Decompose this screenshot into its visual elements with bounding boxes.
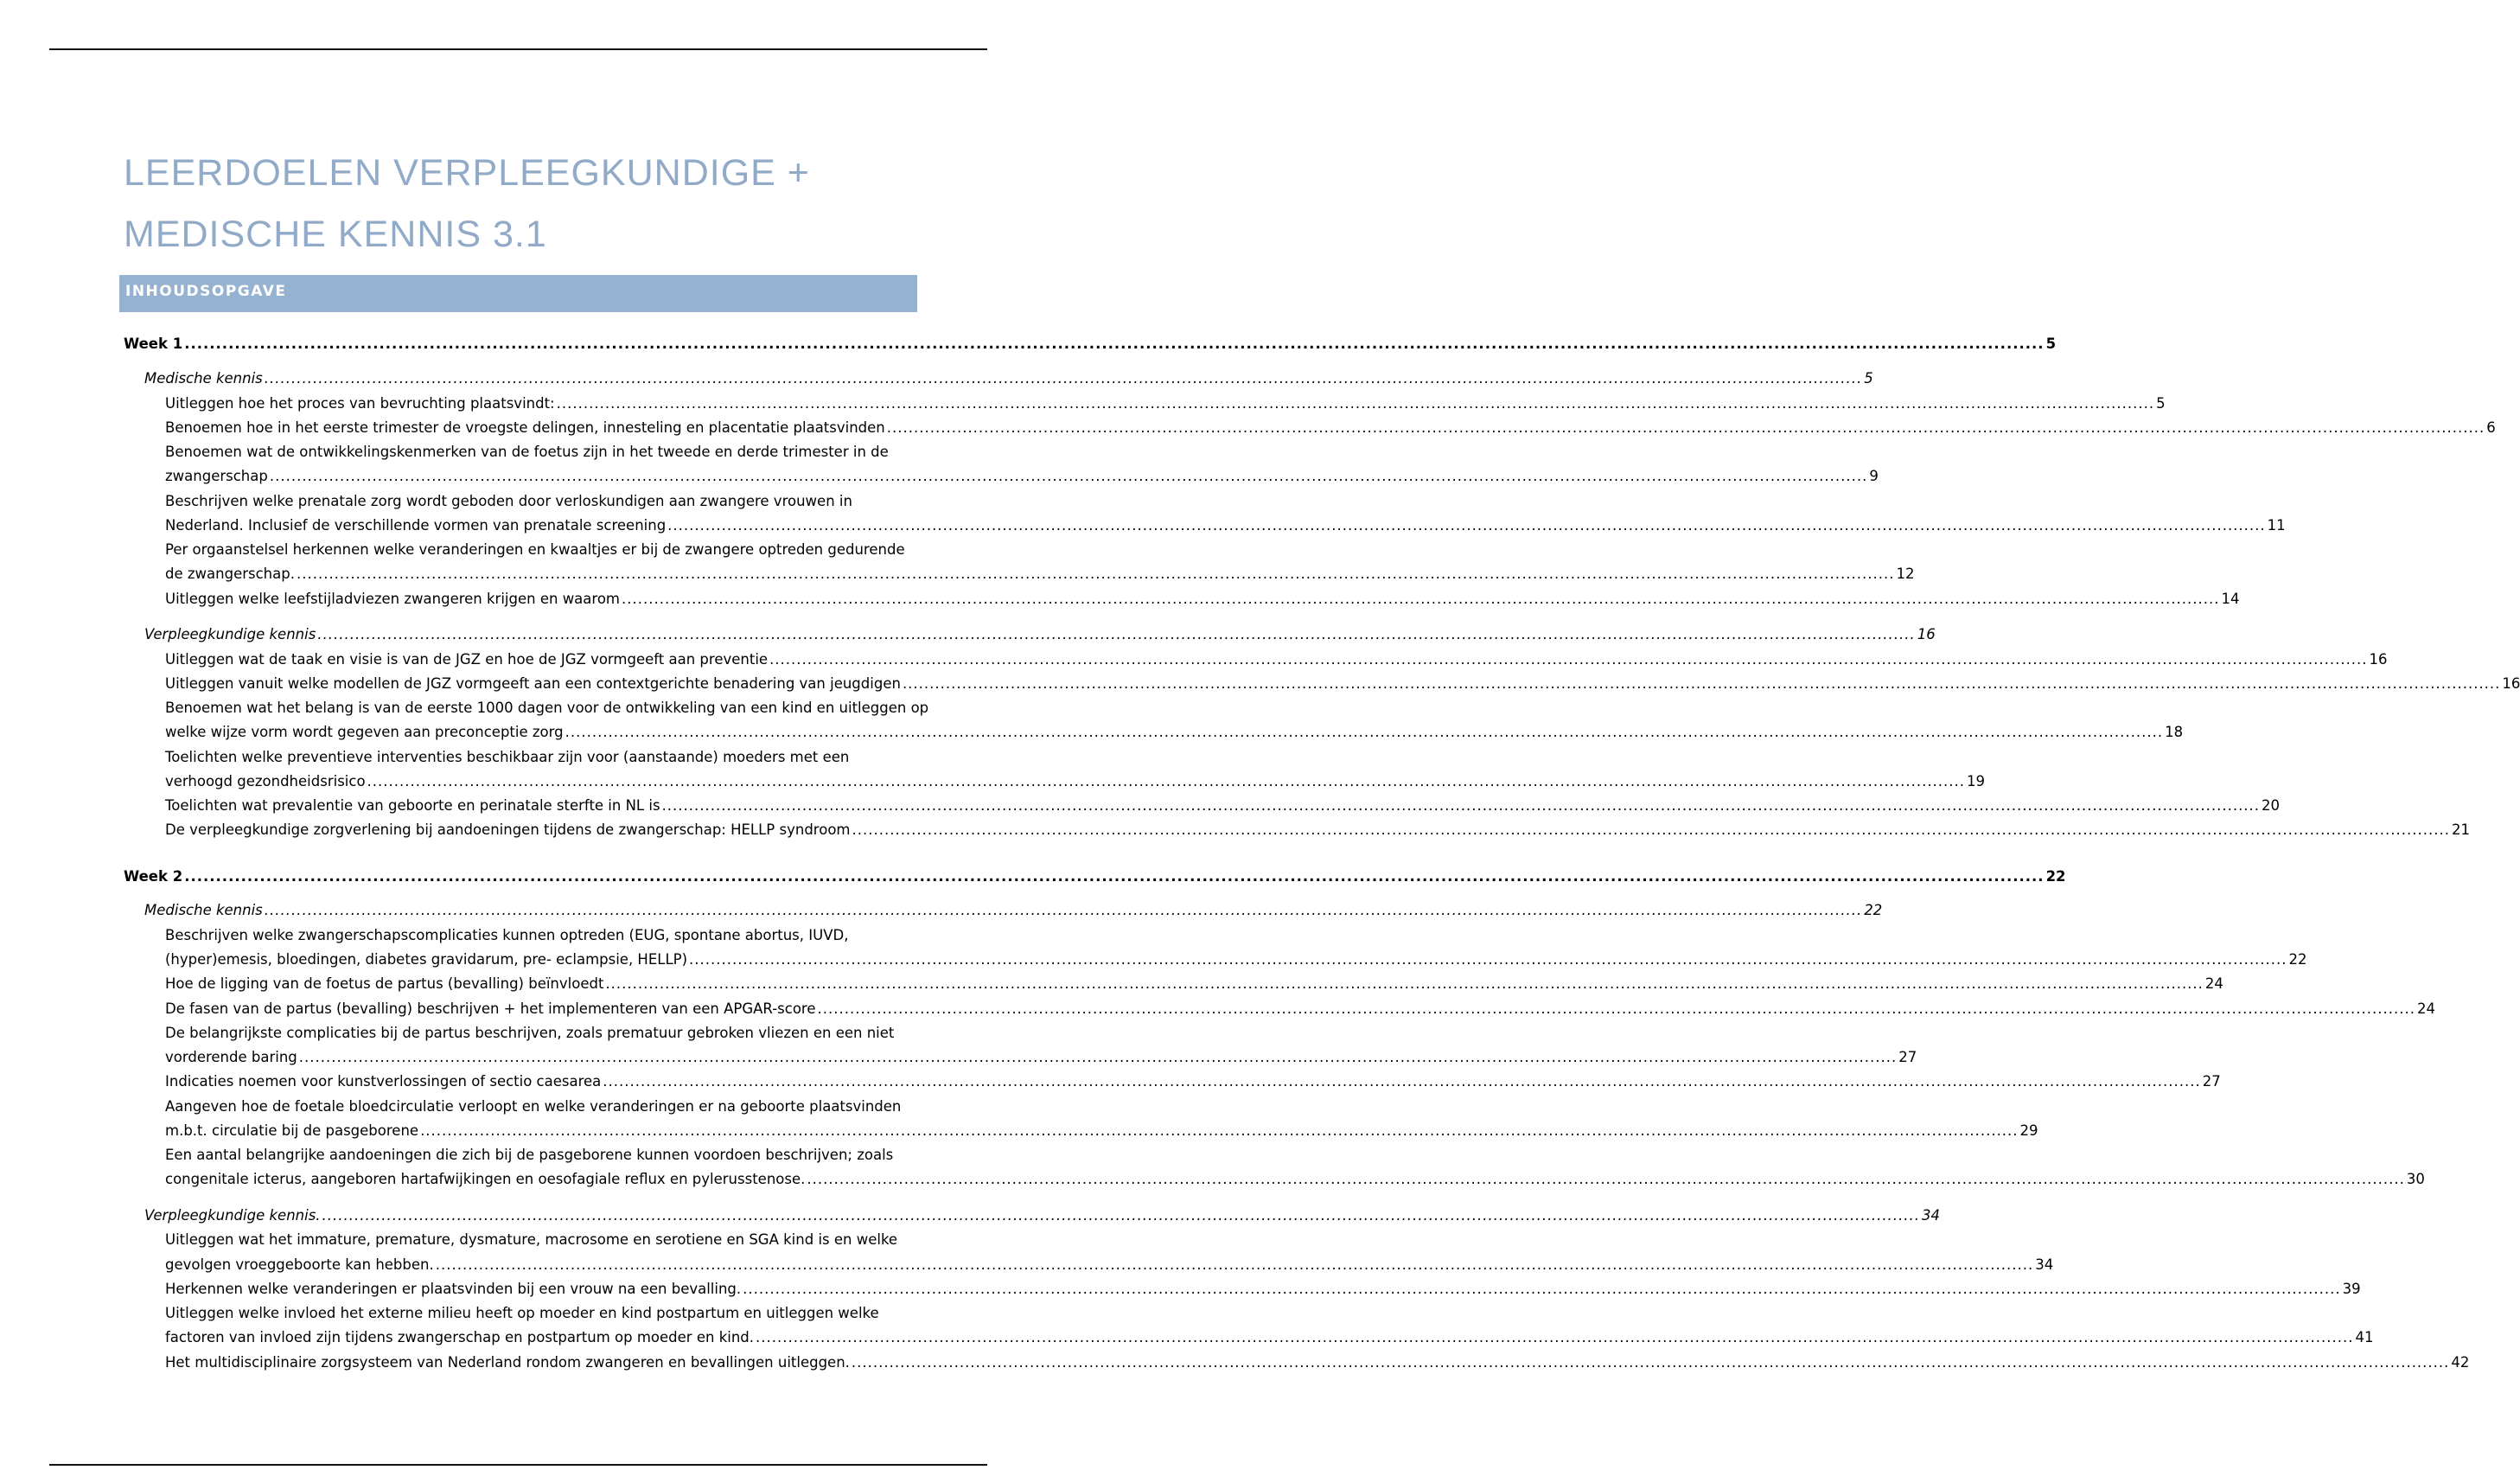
toc-page-number: 12 <box>1896 566 1915 582</box>
leader-dots <box>297 566 1894 583</box>
toc-entry-label: Week 1 <box>124 336 183 352</box>
toc-page-number: 22 <box>2045 868 2066 885</box>
leader-dots <box>769 651 2367 668</box>
toc-entry-label: gevolgen vroeggeboorte kan hebben. <box>165 1256 434 1273</box>
toc-entry-label: Medische kennis <box>144 370 263 387</box>
toc-entry-label: Verpleegkundige kennis <box>144 626 316 642</box>
toc-heading: INHOUDSOPGAVE <box>125 283 287 300</box>
toc-page-number: 5 <box>2045 336 2057 352</box>
leader-dots <box>603 1073 2200 1090</box>
toc-entry-line: Uitleggen wat het immature, premature, dysmature, macrosome en serotiene en SGA kind is en welke <box>165 1231 898 1248</box>
leader-dots <box>420 1122 2018 1140</box>
toc-entry[interactable] <box>165 1171 2425 1188</box>
toc-entry-verpleegkundige-kennis[interactable] <box>144 1207 1941 1224</box>
toc-entry-line: Per orgaanstelsel herkennen welke veranderingen en kwaaltjes er bij de zwangere optreden gedurende <box>165 541 905 558</box>
leader-dots <box>299 1049 1897 1066</box>
leader-dots <box>852 821 2449 839</box>
toc-entry-label: Uitleggen hoe het proces van bevruchting plaatsvindt: <box>165 395 555 412</box>
toc-entry-week-1[interactable] <box>124 336 2057 353</box>
leader-dots <box>667 517 2265 534</box>
leader-dots <box>852 1354 2449 1371</box>
leader-dots <box>887 419 2485 437</box>
toc-entry[interactable] <box>165 821 2470 839</box>
toc-page-number: 30 <box>2406 1171 2425 1187</box>
leader-dots <box>689 951 2287 968</box>
toc-page-number: 34 <box>2035 1256 2054 1273</box>
toc-page-number: 39 <box>2342 1281 2361 1297</box>
toc-entry-label: welke wijze vorm wordt gegeven aan preconceptie zorg <box>165 724 564 740</box>
toc-entry-line: De belangrijkste complicaties bij de partus beschrijven, zoals prematuur gebroken vliezen en een niet <box>165 1025 895 1041</box>
toc-entry-line: Benoemen wat het belang is van de eerste 1000 dagen voor de ontwikkeling van een kind en uitleggen op <box>165 700 929 716</box>
toc-page-number: 5 <box>2156 395 2166 412</box>
leader-dots <box>743 1281 2340 1298</box>
toc-page-number: 34 <box>1922 1207 1941 1224</box>
toc-entry-label: Uitleggen vanuit welke modellen de JGZ vormgeeft aan een contextgerichte benadering van jeugdigen <box>165 675 901 692</box>
toc-entry-line: Toelichten welke preventieve interventies beschikbaar zijn voor (aanstaande) moeders met een <box>165 749 850 765</box>
toc-entry[interactable] <box>165 773 1986 790</box>
toc-entry-label: Medische kennis <box>144 902 263 918</box>
toc-entry[interactable] <box>165 1122 2038 1140</box>
toc-page-number: 6 <box>2486 419 2496 436</box>
toc-entry[interactable] <box>165 517 2286 534</box>
leader-dots <box>756 1329 2353 1346</box>
leader-dots <box>322 1207 1920 1224</box>
toc-entry-line: Beschrijven welke zwangerschapscomplicaties kunnen optreden (EUG, spontane abortus, IUVD, <box>165 927 849 943</box>
toc-entry[interactable] <box>165 951 2307 968</box>
leader-dots <box>557 395 2154 412</box>
toc-entry[interactable] <box>165 1256 2054 1274</box>
toc-entry-line: Uitleggen welke invloed het externe milieu heeft op moeder en kind postpartum en uitleggen welke <box>165 1305 879 1321</box>
leader-dots <box>265 370 1862 387</box>
toc-entry[interactable] <box>165 1354 2470 1371</box>
leader-dots <box>367 773 1965 790</box>
toc-entry[interactable] <box>165 419 2496 437</box>
toc-entry-label: factoren van invloed zijn tijdens zwangerschap en postpartum op moeder en kind. <box>165 1329 755 1345</box>
toc-page-number: 41 <box>2355 1329 2374 1345</box>
footer-rule <box>49 1464 987 1466</box>
leader-dots <box>317 626 1915 643</box>
toc-page-number: 16 <box>2502 675 2520 692</box>
toc-page-number: 18 <box>2165 724 2184 740</box>
toc-entry-medische-kennis[interactable] <box>144 902 1883 919</box>
toc-page-number: 19 <box>1967 773 1986 789</box>
toc-page-number: 16 <box>2369 651 2388 668</box>
toc-entry-label: De fasen van de partus (bevalling) beschrijven + het implementeren van een APGAR-score <box>165 1000 816 1017</box>
toc-entry-label: Nederland. Inclusief de verschillende vormen van prenatale screening <box>165 517 667 534</box>
toc-page-number: 42 <box>2451 1354 2470 1371</box>
toc-entry[interactable] <box>165 591 2240 608</box>
toc-page-number: 11 <box>2267 517 2286 534</box>
toc-entry-label: de zwangerschap. <box>165 566 295 582</box>
leader-dots <box>818 1000 2415 1018</box>
leader-dots <box>662 797 2260 815</box>
toc-entry-label: Uitleggen wat de taak en visie is van de JGZ en hoe de JGZ vormgeeft aan preventie <box>165 651 769 668</box>
toc-entry-label: congenitale icterus, aangeboren hartafwijkingen en oesofagiale reflux en pylerusstenose. <box>165 1171 806 1187</box>
toc-entry-line: Een aantal belangrijke aandoeningen die zich bij de pasgeborene kunnen voordoen beschrijven; zoals <box>165 1147 894 1163</box>
toc-entry-medische-kennis[interactable] <box>144 370 1873 387</box>
toc-page-number: 29 <box>2019 1122 2038 1139</box>
toc-page-number: 24 <box>2416 1000 2435 1017</box>
toc-entry[interactable] <box>165 1073 2221 1090</box>
toc-entry-label: Uitleggen welke leefstijladviezen zwangeren krijgen en waarom <box>165 591 620 607</box>
leader-dots <box>565 724 2163 741</box>
title-line-1: LEERDOELEN VERPLEEGKUNDIGE + <box>124 152 810 194</box>
toc-entry[interactable] <box>165 724 2184 741</box>
toc-page-number: 27 <box>1898 1049 1917 1065</box>
leader-dots <box>265 902 1862 919</box>
toc-entry[interactable] <box>165 797 2281 815</box>
toc-entry-label: Benoemen hoe in het eerste trimester de vroegste delingen, innesteling en placentatie plaatsvinden <box>165 419 885 436</box>
leader-dots <box>903 675 2500 693</box>
toc-entry[interactable] <box>165 395 2166 412</box>
toc-entry-line: Beschrijven welke prenatale zorg wordt geboden door verloskundigen aan zwangere vrouwen in <box>165 493 852 509</box>
toc-page-number: 21 <box>2451 821 2470 838</box>
toc-entry-label: vorderende baring <box>165 1049 297 1065</box>
toc-entry-label: m.b.t. circulatie bij de pasgeborene <box>165 1122 419 1139</box>
toc-page-number: 22 <box>2288 951 2307 968</box>
toc-entry-label: zwangerschap <box>165 468 268 484</box>
leader-dots <box>436 1256 2033 1274</box>
toc-entry-line: Benoemen wat de ontwikkelingskenmerken van de foetus zijn in het tweede en derde trimester in de <box>165 444 889 460</box>
toc-entry-label: Toelichten wat prevalentie van geboorte en perinatale sterfte in NL is <box>165 797 660 814</box>
leader-dots <box>622 591 2219 608</box>
toc-entry[interactable] <box>165 566 1915 583</box>
toc-page-number: 14 <box>2221 591 2240 607</box>
toc-entry-label: Hoe de ligging van de foetus de partus (bevalling) beïnvloedt <box>165 975 604 992</box>
toc-page-number: 22 <box>1864 902 1883 918</box>
toc-entry-label: Week 2 <box>124 868 183 885</box>
toc-entry[interactable] <box>165 468 1879 485</box>
toc-entry[interactable] <box>165 651 2388 668</box>
toc-entry[interactable] <box>165 675 2520 693</box>
toc-entry-label: Indicaties noemen voor kunstverlossingen of sectio caesarea <box>165 1073 602 1090</box>
title-line-2: MEDISCHE KENNIS 3.1 <box>124 214 547 255</box>
toc-entry-line: Aangeven hoe de foetale bloedcirculatie verloopt en welke veranderingen er na geboorte plaatsvinden <box>165 1098 902 1115</box>
toc-entry[interactable] <box>165 975 2223 993</box>
toc-entry-label: Herkennen welke veranderingen er plaatsvinden bij een vrouw na een bevalling. <box>165 1281 742 1297</box>
toc-entry[interactable] <box>165 1281 2361 1298</box>
toc-entry[interactable] <box>165 1000 2435 1018</box>
toc-entry-week-2[interactable] <box>124 868 2066 885</box>
toc-entry-label: verhoogd gezondheidsrisico <box>165 773 366 789</box>
toc-page-number: 20 <box>2262 797 2281 814</box>
toc-entry[interactable] <box>165 1049 1917 1066</box>
toc-entry-label: De verpleegkundige zorgverlening bij aandoeningen tijdens de zwangerschap: HELLP syndroom <box>165 821 851 838</box>
toc-page-number: 16 <box>1917 626 1936 642</box>
leader-dots <box>184 336 2044 353</box>
toc-entry-label: (hyper)emesis, bloedingen, diabetes gravidarum, pre- eclampsie, HELLP) <box>165 951 688 968</box>
leader-dots <box>270 468 1867 485</box>
toc-page-number: 24 <box>2204 975 2223 992</box>
leader-dots <box>605 975 2203 993</box>
toc-page-number: 27 <box>2202 1073 2221 1090</box>
toc-entry[interactable] <box>165 1329 2374 1346</box>
toc-page-number: 5 <box>1864 370 1873 387</box>
leader-dots <box>184 868 2044 885</box>
toc-entry-label: Verpleegkundige kennis. <box>144 1207 321 1224</box>
leader-dots <box>807 1171 2404 1188</box>
toc-entry-label: Het multidisciplinaire zorgsysteem van Nederland rondom zwangeren en bevallingen uitleggen. <box>165 1354 850 1371</box>
toc-page-number: 9 <box>1869 468 1879 484</box>
toc-entry-verpleegkundige-kennis[interactable] <box>144 626 1936 643</box>
